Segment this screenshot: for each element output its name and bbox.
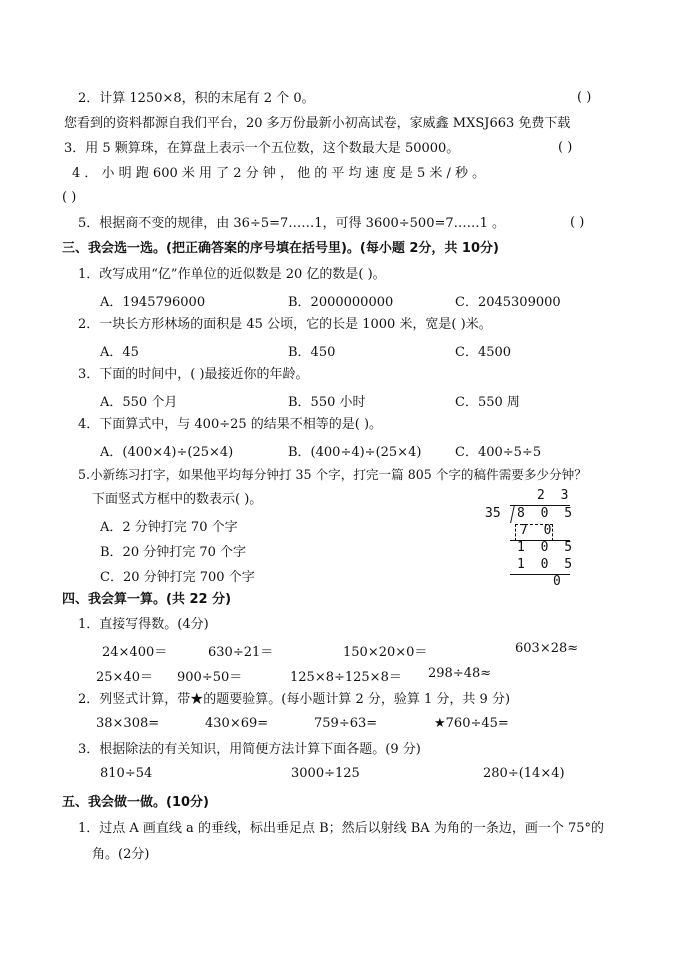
divisor: 35 [485, 506, 501, 521]
choice-question-4: 4．下面算式中，与 400÷25 的结果不相等的是( )。 [78, 417, 383, 432]
oral-calc-item[interactable]: 125×8÷125×8＝ [290, 670, 402, 685]
ad-banner-text: 您看到的资料都源自我们平台，20 多万份最新小初高试卷，家威鑫 MXSJ663 免费下载 [64, 116, 571, 131]
section-5-heading: 五、我会做一做。(10分) [62, 795, 209, 810]
final-remainder: 0 [553, 574, 565, 589]
simplify-calc-item[interactable]: 810÷54 [100, 766, 153, 781]
vertical-calc-item[interactable]: 759÷63= [314, 716, 378, 731]
tf-question-5: 5．根据商不变的规律，由 36÷5=7……1，可得 3600÷500=7……1 。 [78, 216, 506, 231]
oral-calc-item[interactable]: 24×400＝ [102, 645, 168, 660]
answer-paren[interactable]: ( ) [570, 215, 585, 230]
section-4-heading: 四、我会算一算。(共 22 分) [62, 592, 232, 607]
oral-calc-item[interactable]: 150×20×0＝ [343, 645, 428, 660]
option-b[interactable]: B．20 分钟打完 70 个字 [100, 545, 247, 560]
simplify-calc-item[interactable]: 280÷(14×4) [483, 766, 565, 781]
option-a[interactable]: A．550 个月 [100, 395, 178, 410]
vertical-calc-item[interactable]: 430×69= [205, 716, 269, 731]
choice-question-3: 3．下面的时间中，( )最接近你的年龄。 [78, 367, 309, 382]
vertical-calc-item[interactable]: 38×308= [96, 716, 160, 731]
option-b[interactable]: B．(400÷4)÷(25×4) [288, 445, 422, 460]
option-b[interactable]: B．450 [288, 345, 336, 360]
answer-paren[interactable]: ( ) [62, 190, 77, 205]
tf-question-2: 2．计算 1250×8，积的末尾有 2 个 0。 [78, 91, 315, 106]
option-a[interactable]: A．(400×4)÷(25×4) [100, 445, 234, 460]
step-product-1: 7 0 [520, 523, 556, 538]
choice-question-2: 2．一块长方形林场的面积是 45 公顷，它的长是 1000 米，宽是( )米。 [78, 317, 492, 332]
section-3-heading: 三、我会选一选。(把正确答案的序号填在括号里)。(每小题 2分，共 10分) [62, 241, 499, 256]
answer-paren[interactable]: ( ) [558, 140, 573, 155]
oral-calc-item[interactable]: 603×28≈ [515, 641, 579, 656]
choice-question-5: 5.小新练习打字，如果他平均每分钟打 35 个字，打完一篇 805 个字的稿件需要多少分钟？ [78, 467, 587, 482]
tf-question-4: 4 ． 小 明 跑 600 米 用 了 2 分 钟 ， 他 的 平 均 速 度 是 5 米 / 秒 。 [72, 166, 486, 181]
option-b[interactable]: B．550 小时 [288, 395, 366, 410]
calc-part-2: 2．列竖式计算，带★的题要验算。(每小题计算 2 分，验算 1 分，共 9 分) [78, 692, 511, 707]
calc-part-1: 1．直接写得数。(4分) [78, 617, 209, 632]
dividend: 8 0 5 [517, 506, 577, 521]
option-b[interactable]: B．2000000000 [288, 295, 394, 310]
draw-question-1-cont: 角。(2分) [92, 847, 150, 862]
draw-question-1: 1．过点 A 画直线 a 的垂线，标出垂足点 B；然后以射线 BA 为角的一条边，画一个 75°的 [78, 821, 605, 836]
option-c[interactable]: C．20 分钟打完 700 个字 [100, 570, 255, 585]
long-division [480, 488, 680, 598]
vertical-calc-item[interactable]: ★760÷45= [434, 716, 509, 731]
simplify-calc-item[interactable]: 3000÷125 [291, 766, 360, 781]
oral-calc-item[interactable]: 630÷21＝ [208, 645, 274, 660]
option-a[interactable]: A．2 分钟打完 70 个字 [100, 520, 238, 535]
tf-question-3: 3．用 5 颗算珠，在算盘上表示一个五位数，这个数最大是 50000。 [64, 141, 460, 156]
division-bracket [504, 505, 515, 523]
oral-calc-item[interactable]: 298÷48≈ [428, 666, 492, 681]
oral-calc-item[interactable]: 900÷50＝ [177, 670, 243, 685]
option-a[interactable]: A．1945796000 [100, 295, 206, 310]
step-product-2: 1 0 5 [517, 557, 577, 572]
oral-calc-item[interactable]: 25×40＝ [96, 670, 153, 685]
option-a[interactable]: A．45 [100, 345, 139, 360]
option-c[interactable]: C．400÷5÷5 [455, 445, 542, 460]
option-c[interactable]: C．2045309000 [455, 295, 561, 310]
remainder-1: 1 0 5 [517, 540, 577, 555]
option-c[interactable]: C．4500 [455, 345, 512, 360]
option-c[interactable]: C．550 周 [455, 395, 520, 410]
choice-question-5-prompt: 下面竖式方框中的数表示( )。 [92, 492, 263, 507]
calc-part-3: 3．根据除法的有关知识，用简便方法计算下面各题。(9 分) [78, 742, 421, 757]
choice-question-1: 1．改写成用“亿”作单位的近似数是 20 亿的数是( )。 [78, 267, 386, 282]
answer-paren[interactable]: ( ) [577, 90, 592, 105]
quotient: 2 3 [537, 488, 573, 503]
